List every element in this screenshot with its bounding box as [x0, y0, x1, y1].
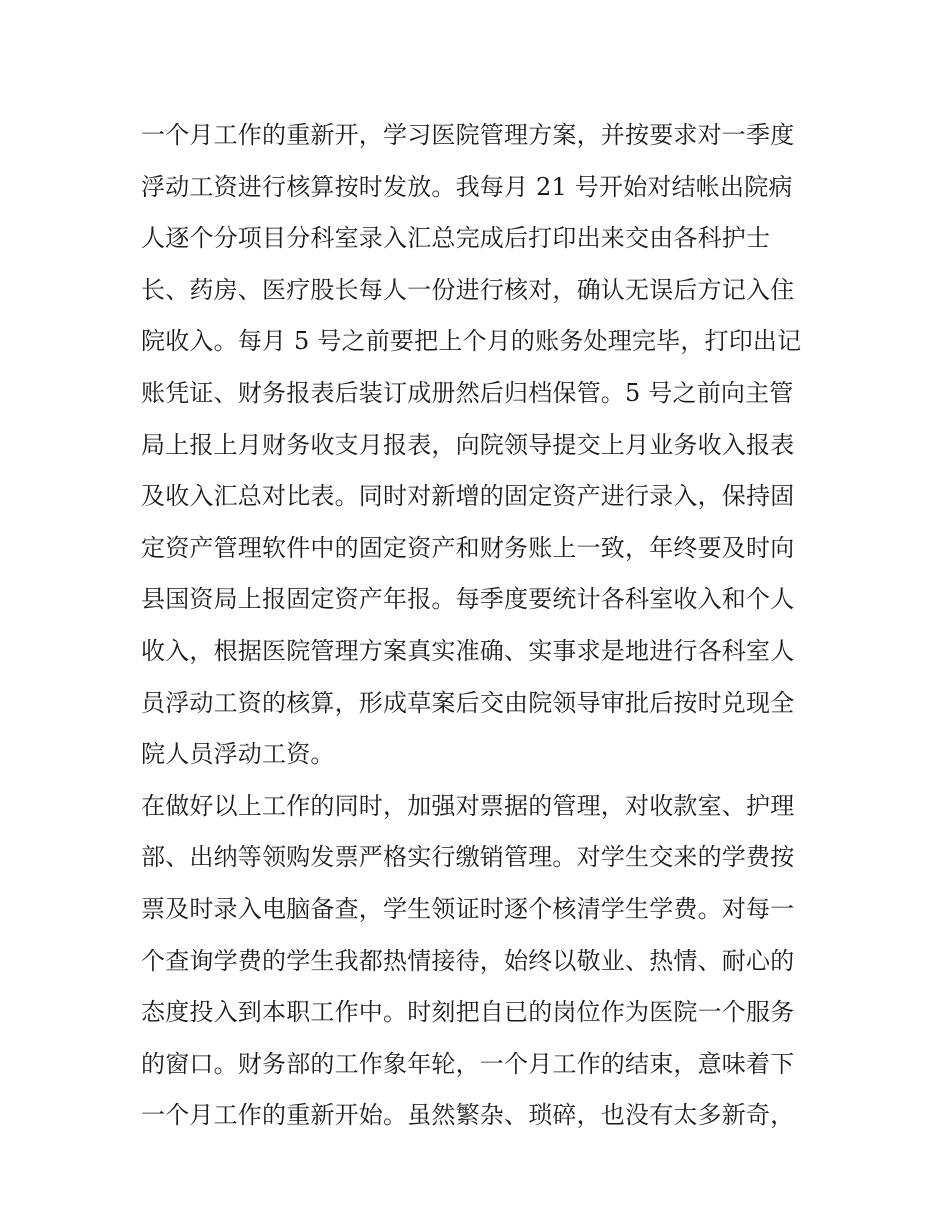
text-line: 收入，根据医院管理方案真实准确、实事求是地进行各科室人 [141, 636, 795, 665]
text-line: 在做好以上工作的同时，加强对票据的管理，对收款室、护理 [141, 791, 795, 820]
document-body [141, 110, 821, 1142]
text-line: 及收入汇总对比表。同时对新增的固定资产进行录入，保持固 [141, 482, 795, 511]
text-line: 态度投入到本职工作中。时刻把自已的岗位作为医院一个服务 [141, 998, 795, 1027]
paragraph-1 [141, 110, 821, 781]
text-line: 个查询学费的学生我都热情接待，始终以敬业、热情、耐心的 [141, 946, 795, 975]
text-line: 局上报上月财务收支月报表，向院领导提交上月业务收入报表 [141, 430, 795, 459]
text-line: 院人员浮动工资。 [141, 740, 335, 769]
text-line: 定资产管理软件中的固定资产和财务账上一致，年终要及时向 [141, 533, 795, 562]
text-line: 人逐个分项目分科室录入汇总完成后打印出来交由各科护士 [141, 224, 771, 253]
text-line: 部、出纳等领购发票严格实行缴销管理。对学生交来的学费按 [141, 843, 795, 872]
text-line: 长、药房、医疗股长每人一份进行核对，确认无误后方记入住 [141, 275, 795, 304]
text-line: 一个月工作的重新开始。虽然繁杂、琐碎，也没有太多新奇， [141, 1101, 795, 1130]
text-line: 的窗口。财务部的工作象年轮，一个月工作的结束，意味着下 [141, 1049, 795, 1078]
text-line: 票及时录入电脑备查，学生领证时逐个核清学生学费。对每一 [141, 894, 795, 923]
text-line: 账凭证、财务报表后装订成册然后归档保管。5 号之前向主管 [141, 378, 794, 407]
text-line: 一个月工作的重新开，学习医院管理方案，并按要求对一季度 [141, 121, 795, 149]
text-line: 县国资局上报固定资产年报。每季度要统计各科室收入和个人 [141, 585, 795, 614]
paragraph-2 [141, 781, 821, 1142]
text-line: 员浮动工资的核算，形成草案后交由院领导审批后按时兑现全 [141, 688, 795, 717]
text-line: 院收入。每月 5 号之前要把上个月的账务处理完毕，打印出记 [141, 327, 802, 356]
text-line: 浮动工资进行核算按时发放。我每月 21 号开始对结帐出院病 [141, 172, 793, 201]
